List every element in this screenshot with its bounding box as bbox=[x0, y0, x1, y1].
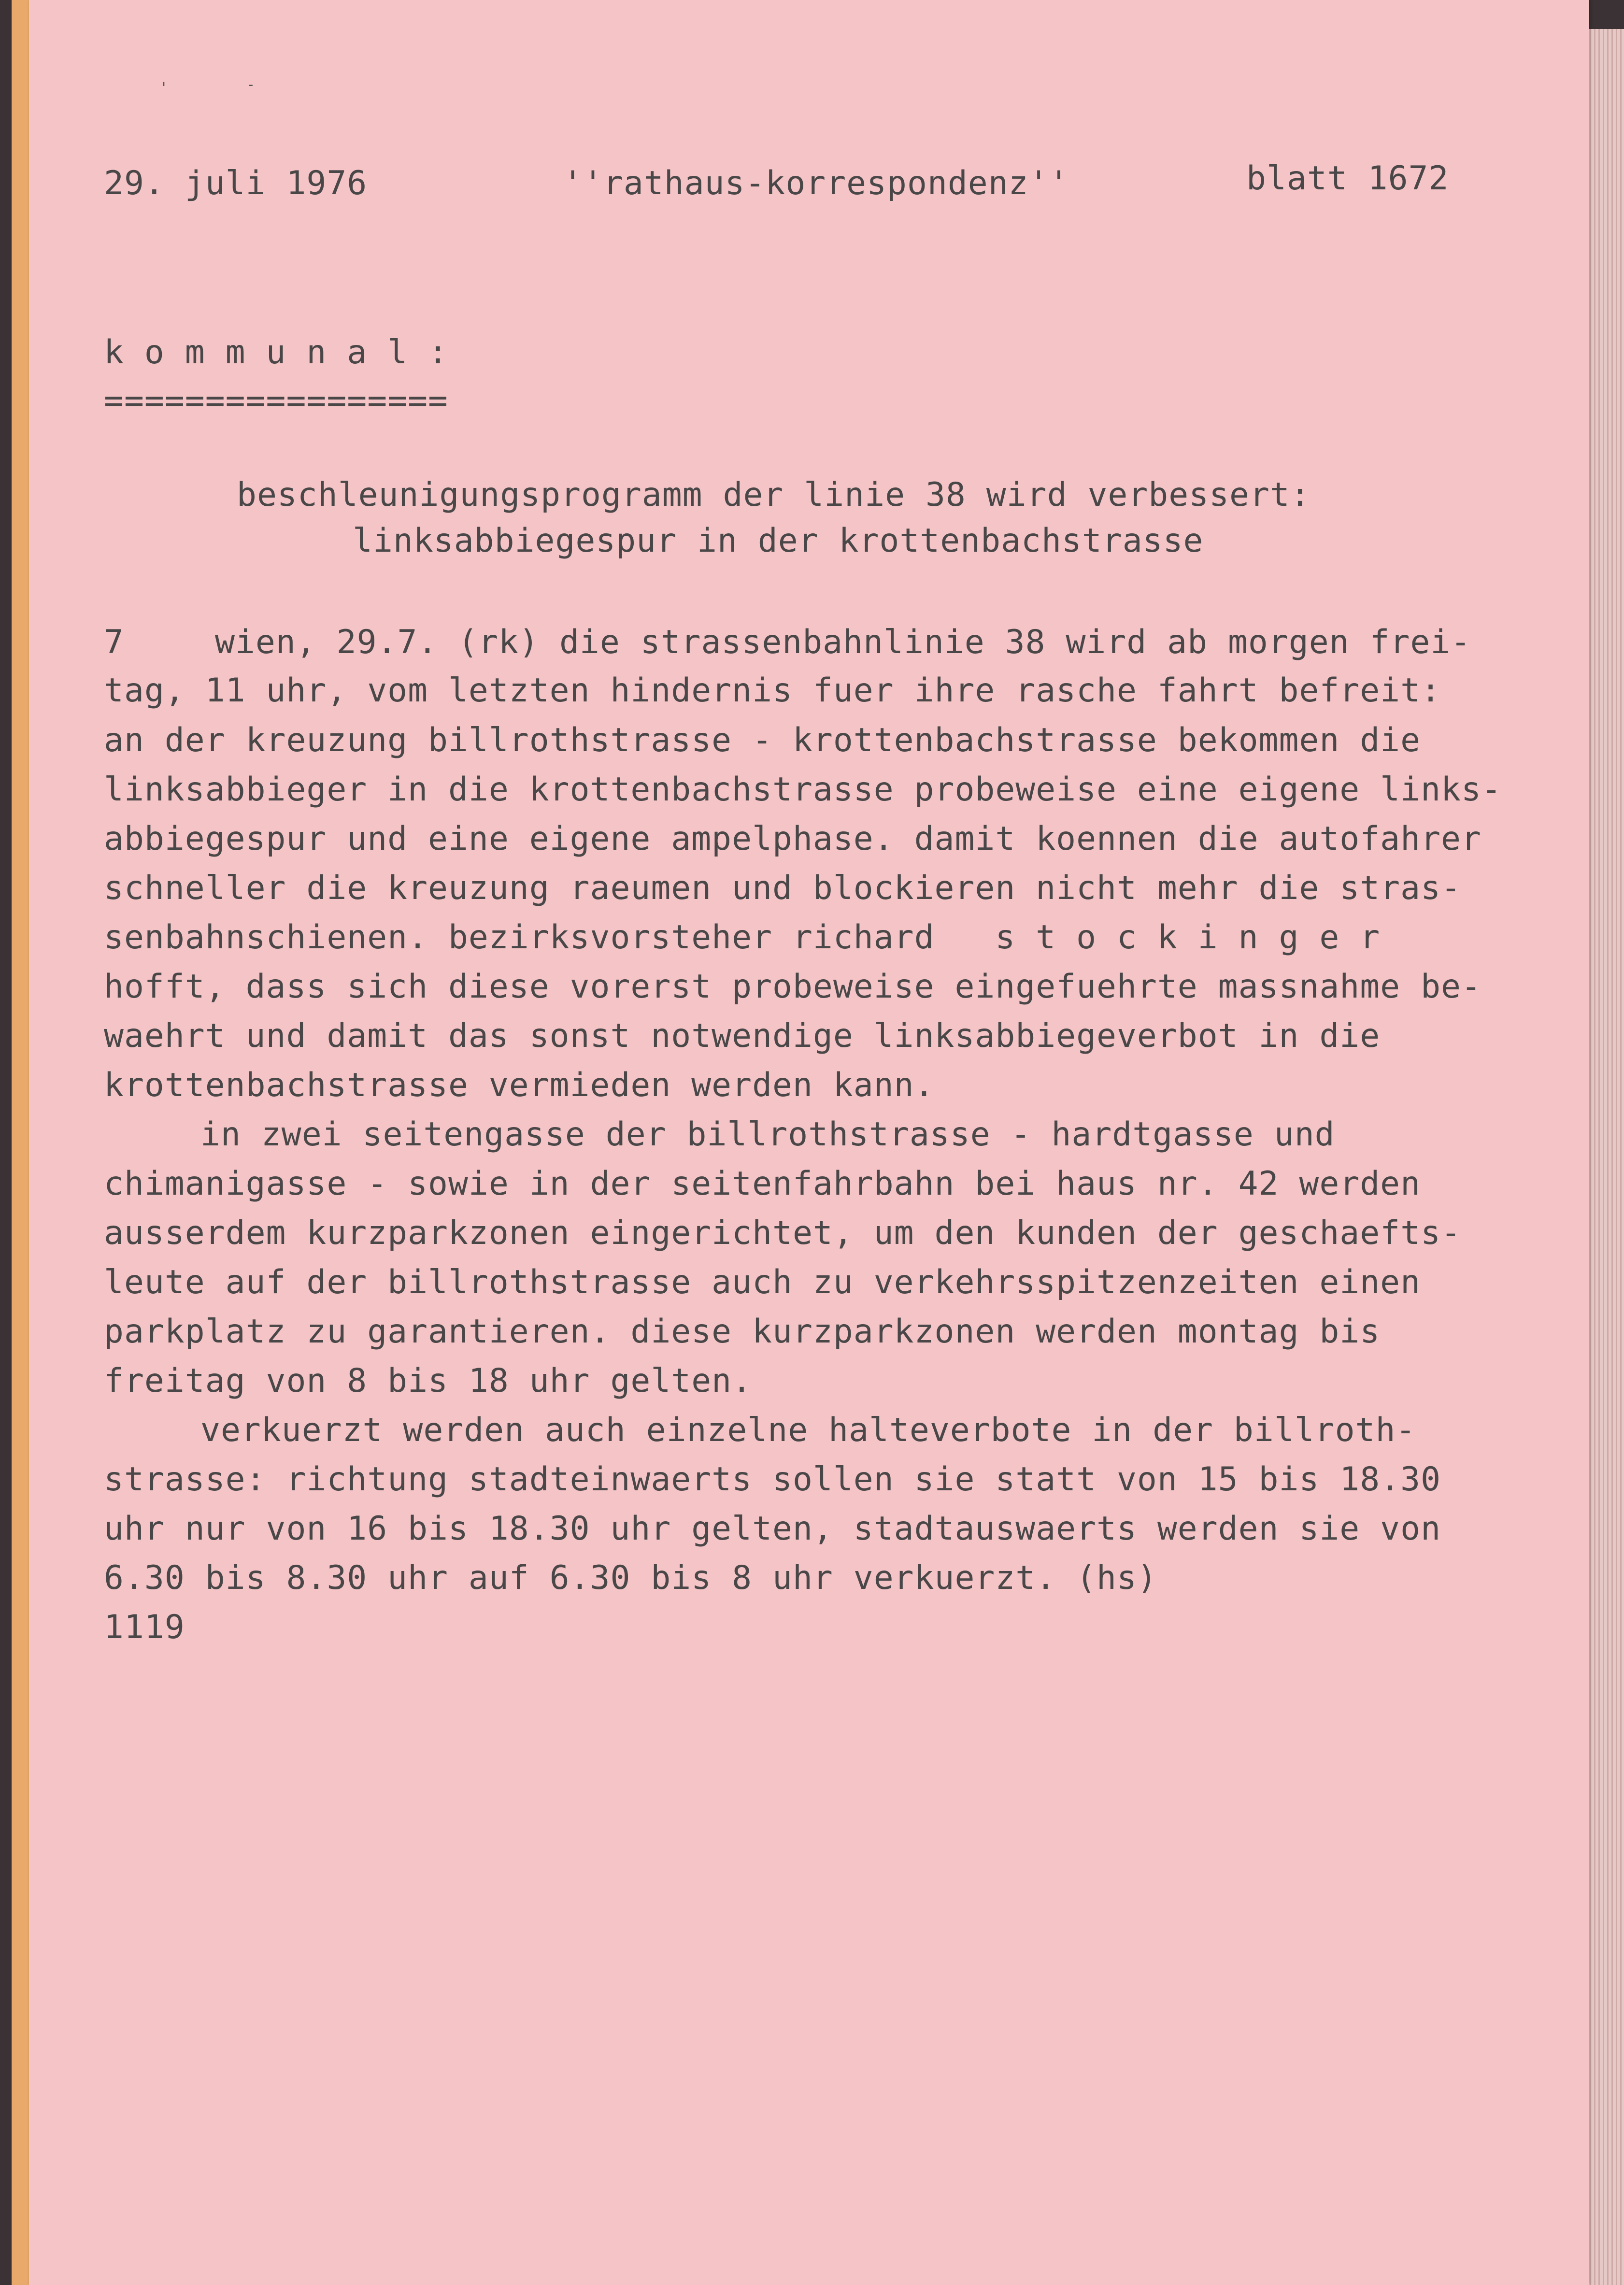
body-line: parkplatz zu garantieren. diese kurzparkzonen werden montag bis bbox=[104, 1313, 1381, 1351]
body-line: senbahnschienen. bezirksvorsteher richard s t o c k i n g e r bbox=[104, 918, 1381, 957]
section-title: k o m m u n a l : bbox=[104, 333, 448, 371]
body-line: abbiegespur und eine eigene ampelphase. damit koennen die autofahrer bbox=[104, 820, 1482, 858]
body-line: schneller die kreuzung raeumen und blockieren nicht mehr die stras- bbox=[104, 869, 1461, 907]
headline-line-1: beschleunigungsprogramm der linie 38 wird verbessert: bbox=[237, 476, 1311, 514]
body-line: ausserdem kurzparkzonen eingerichtet, um den kunden der geschaefts- bbox=[104, 1214, 1461, 1252]
body-line: tag, 11 uhr, vom letzten hindernis fuer ihre rasche fahrt befreit: bbox=[104, 671, 1441, 710]
headline-line-2: linksabbiegespur in der krottenbachstrasse bbox=[353, 522, 1204, 560]
body-line: 1119 bbox=[104, 1608, 185, 1646]
item-number: 7 bbox=[104, 623, 124, 661]
body-line: 6.30 bis 8.30 uhr auf 6.30 bis 8 uhr verkuerzt. (hs) bbox=[104, 1559, 1157, 1597]
paper-speck: - bbox=[246, 76, 256, 93]
body-line: freitag von 8 bis 18 uhr gelten. bbox=[104, 1362, 753, 1400]
body-line: an der kreuzung billrothstrasse - krottenbachstrasse bekommen die bbox=[104, 721, 1421, 759]
body-line: wien, 29.7. (rk) die strassenbahnlinie 38 wird ab morgen frei- bbox=[215, 623, 1471, 661]
section-underline: ================= bbox=[104, 382, 448, 420]
body-line: waehrt und damit das sonst notwendige linksabbiegeverbot in die bbox=[104, 1017, 1381, 1055]
body-line: uhr nur von 16 bis 18.30 uhr gelten, stadtauswaerts werden sie von bbox=[104, 1510, 1441, 1548]
paper-speck: ' bbox=[159, 80, 169, 97]
header-date: 29. juli 1976 bbox=[104, 164, 368, 202]
body-line: strasse: richtung stadteinwaerts sollen sie statt von 15 bis 18.30 bbox=[104, 1460, 1441, 1499]
body-line: chimanigasse - sowie in der seitenfahrbahn bei haus nr. 42 werden bbox=[104, 1165, 1421, 1203]
body-line: krottenbachstrasse vermieden werden kann. bbox=[104, 1066, 935, 1104]
body-line: linksabbieger in die krottenbachstrasse probeweise eine eigene links- bbox=[104, 771, 1502, 809]
document-page bbox=[29, 0, 1589, 2285]
body-line: verkuerzt werden auch einzelne halteverbote in der billroth- bbox=[200, 1411, 1416, 1449]
body-line: hofft, dass sich diese vorerst probeweise eingefuehrte massnahme be- bbox=[104, 968, 1482, 1006]
header-sheet-number: blatt 1672 bbox=[1246, 159, 1449, 198]
body-line: in zwei seitengasse der billrothstrasse - hardtgasse und bbox=[200, 1115, 1335, 1154]
header-publication: ''rathaus-korrespondenz'' bbox=[563, 164, 1069, 202]
body-line: leute auf der billrothstrasse auch zu verkehrsspitzenzeiten einen bbox=[104, 1263, 1421, 1301]
binding-edge bbox=[0, 0, 12, 2285]
